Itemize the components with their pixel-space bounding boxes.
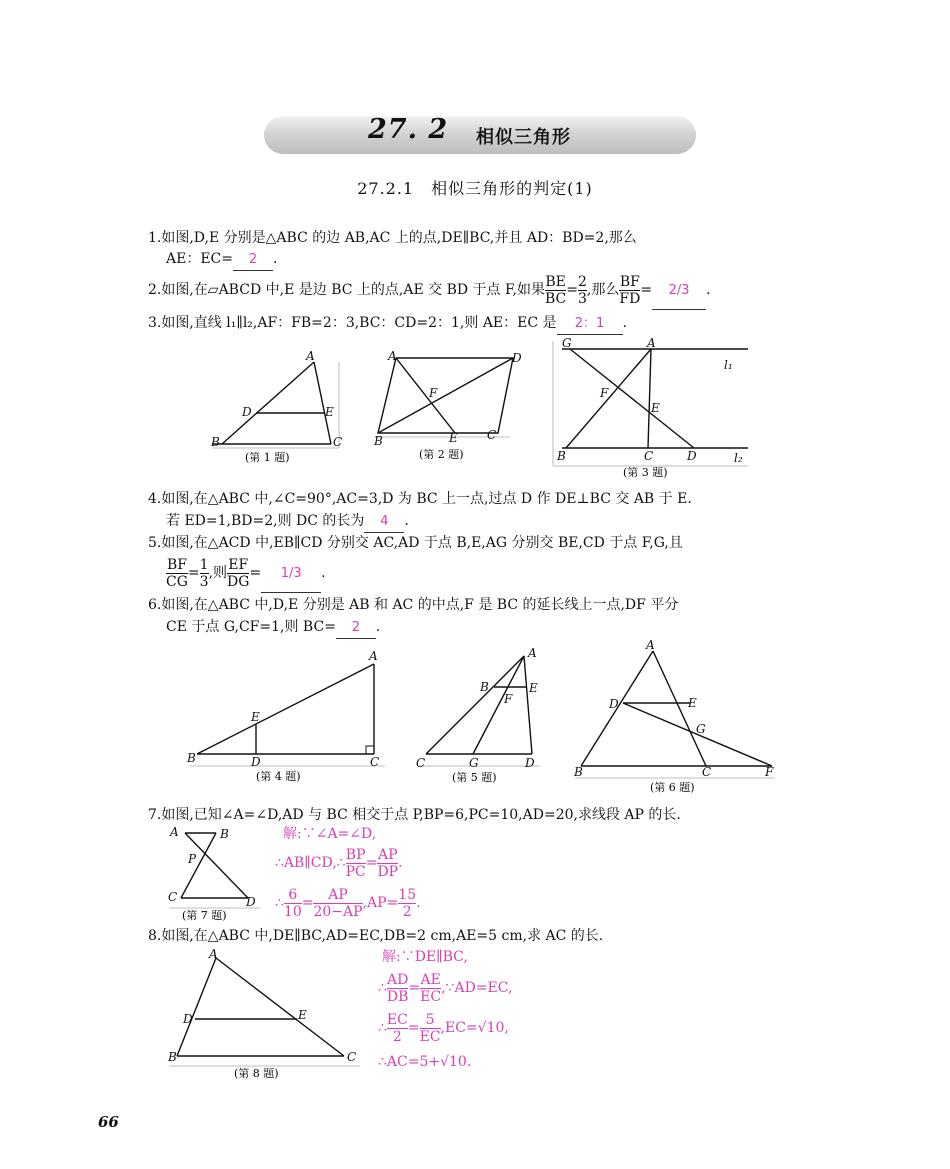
q7-solution-1: 解:∵∠A=∠D,	[283, 826, 377, 842]
svg-text:B: B	[480, 680, 489, 694]
svg-text:l₂: l₂	[734, 451, 743, 465]
svg-text:B: B	[211, 435, 220, 449]
figure-7	[164, 822, 264, 922]
svg-text:D: D	[242, 405, 252, 419]
fig4-caption: (第 4 题)	[256, 770, 301, 783]
fig8-caption: (第 8 题)	[234, 1067, 279, 1080]
q8-line: 8.如图,在△ABC 中,DE∥BC,AD=EC,DB=2 cm,AE=5 cm,求 AC 的长.	[148, 928, 604, 944]
q6-line1: 6.如图,在△ABC 中,D,E 分别是 AB 和 AC 的中点,F 是 BC 的延长线上一点,DF 平分	[148, 597, 679, 613]
svg-text:B: B	[220, 827, 229, 841]
svg-text:D: D	[251, 755, 261, 769]
svg-text:B: B	[574, 765, 583, 779]
svg-text:E: E	[251, 710, 260, 724]
svg-text:B: B	[168, 1050, 177, 1064]
figures-row-2	[180, 636, 800, 796]
page-number: 66	[98, 1113, 119, 1131]
q8-solution-2: ∴ $\frac{AD}{DB}$ = $\frac{AE}{EC}$ ,∵AD=EC,	[378, 971, 513, 1005]
fig5-caption: (第 5 题)	[452, 771, 497, 784]
svg-text:F: F	[600, 386, 609, 400]
fig6-caption: (第 6 题)	[650, 781, 695, 794]
svg-text:C: C	[644, 449, 654, 463]
svg-text:E: E	[325, 405, 334, 419]
svg-text:B: B	[187, 751, 196, 765]
q6-answer: 2	[336, 618, 376, 639]
q1-line2: AE：EC= 2 .	[166, 249, 277, 271]
svg-text:C: C	[702, 765, 712, 779]
svg-text:C: C	[487, 428, 497, 442]
q2-line: 2.如图,在▱ABCD 中,E 是边 BC 上的点,AE 交 BD 于点 F,如果 $\frac{BE}{BC}$ = $\frac{2}{3}$ ,那么 $\frac{BF}{FD}$ = 2/3 .	[148, 272, 711, 310]
figure-1	[212, 362, 339, 448]
svg-text:A: A	[170, 825, 179, 839]
fig3-caption: (第 3 题)	[623, 466, 668, 479]
svg-text:C: C	[416, 756, 426, 770]
q3-line: 3.如图,直线 l₁∥l₂,AF：FB=2：3,BC：CD=2：1,则 AE：EC 是 2：1 .	[148, 313, 627, 335]
chapter-title: 相似三角形	[476, 127, 571, 148]
svg-text:D: D	[512, 351, 522, 365]
q4-line2: 若 ED=1,BD=2,则 DC 的长为 4 .	[166, 511, 409, 533]
svg-text:F: F	[429, 386, 438, 400]
q4-line1: 4.如图,在△ABC 中,∠C=90°,AC=3,D 为 BC 上一点,过点 D 作 DE⊥BC 交 AB 于 E.	[148, 491, 692, 507]
q6-line2: CE 于点 G,CF=1,则 BC= 2 .	[166, 617, 380, 639]
figure-8	[164, 946, 364, 1086]
figure-2	[375, 358, 513, 437]
q5-answer: 1/3	[261, 556, 321, 593]
svg-text:C: C	[168, 890, 178, 904]
svg-text:D: D	[246, 895, 256, 909]
svg-text:l₁: l₁	[724, 358, 733, 372]
svg-text:G: G	[696, 722, 706, 736]
q8-solution-3: ∴ $\frac{EC}{2}$ = $\frac{5}{EC}$ ,EC=√10,	[378, 1011, 509, 1045]
svg-text:E: E	[449, 431, 458, 445]
figure-5	[418, 656, 540, 766]
svg-text:A: A	[528, 646, 537, 660]
svg-text:B: B	[557, 449, 566, 463]
svg-text:P: P	[188, 852, 197, 866]
q4-answer: 4	[364, 512, 404, 533]
svg-text:A: A	[369, 649, 378, 663]
svg-text:A: A	[388, 349, 397, 363]
q7-line: 7.如图,已知∠A=∠D,AD 与 BC 相交于点 P,BP=6,PC=10,AD=20,求线段 AP 的长.	[148, 807, 681, 823]
svg-text:E: E	[529, 681, 538, 695]
q8-solution-4: ∴AC=5+√10.	[378, 1054, 472, 1070]
fig1-caption: (第 1 题)	[245, 451, 290, 464]
q1-answer: 2	[233, 250, 273, 271]
svg-text:B: B	[374, 434, 383, 448]
svg-text:A: A	[647, 336, 656, 350]
svg-text:D: D	[687, 449, 697, 463]
svg-text:G: G	[562, 336, 572, 350]
q1-line1: 1.如图,D,E 分别是△ABC 的边 AB,AC 上的点,DE∥BC,并且 AD：BD=2,那么	[148, 230, 637, 246]
svg-text:C: C	[347, 1050, 357, 1064]
svg-text:A: A	[209, 947, 218, 961]
chapter-number: 27. 2	[368, 114, 449, 145]
svg-text:C: C	[333, 435, 343, 449]
svg-text:E: E	[651, 401, 660, 415]
q5-line2: $\frac{BF}{CG}$ = $\frac{1}{3}$ ,则 $\frac{EF}{DG}$ = 1/3 .	[166, 555, 326, 593]
svg-text:D: D	[609, 697, 619, 711]
q7-solution-2: ∴AB∥CD,∴ $\frac{BP}{PC}$ = $\frac{AP}{DP}$ .	[275, 846, 403, 880]
figure-6	[575, 651, 775, 778]
svg-text:A: A	[306, 349, 315, 363]
svg-text:E: E	[298, 1008, 307, 1022]
svg-text:F: F	[504, 692, 513, 706]
q2-answer: 2/3	[652, 273, 706, 310]
svg-text:E: E	[688, 696, 697, 710]
q5-line1: 5.如图,在△ACD 中,EB∥CD 分别交 AC,AD 于点 B,E,AG 分别交 BE,CD 于点 F,G,且	[148, 535, 683, 551]
q3-answer: 2：1	[557, 314, 623, 335]
svg-text:G: G	[469, 756, 479, 770]
fig2-caption: (第 2 题)	[419, 448, 464, 461]
figures-row-1	[200, 336, 800, 486]
figure-4	[190, 664, 385, 766]
svg-text:D: D	[525, 756, 535, 770]
svg-text:A: A	[646, 638, 655, 652]
q8-solution-1: 解:∵DE∥BC,	[382, 949, 468, 965]
svg-text:D: D	[183, 1012, 193, 1026]
svg-text:C: C	[370, 755, 380, 769]
q7-solution-3: ∴ $\frac{6}{10}$ = $\frac{AP}{20-AP}$ ,AP= $\frac{15}{2}$ .	[275, 886, 421, 920]
section-title: 27.2.1 相似三角形的判定(1)	[357, 179, 593, 198]
svg-text:F: F	[765, 765, 774, 779]
fig7-caption: (第 7 题)	[182, 909, 227, 922]
